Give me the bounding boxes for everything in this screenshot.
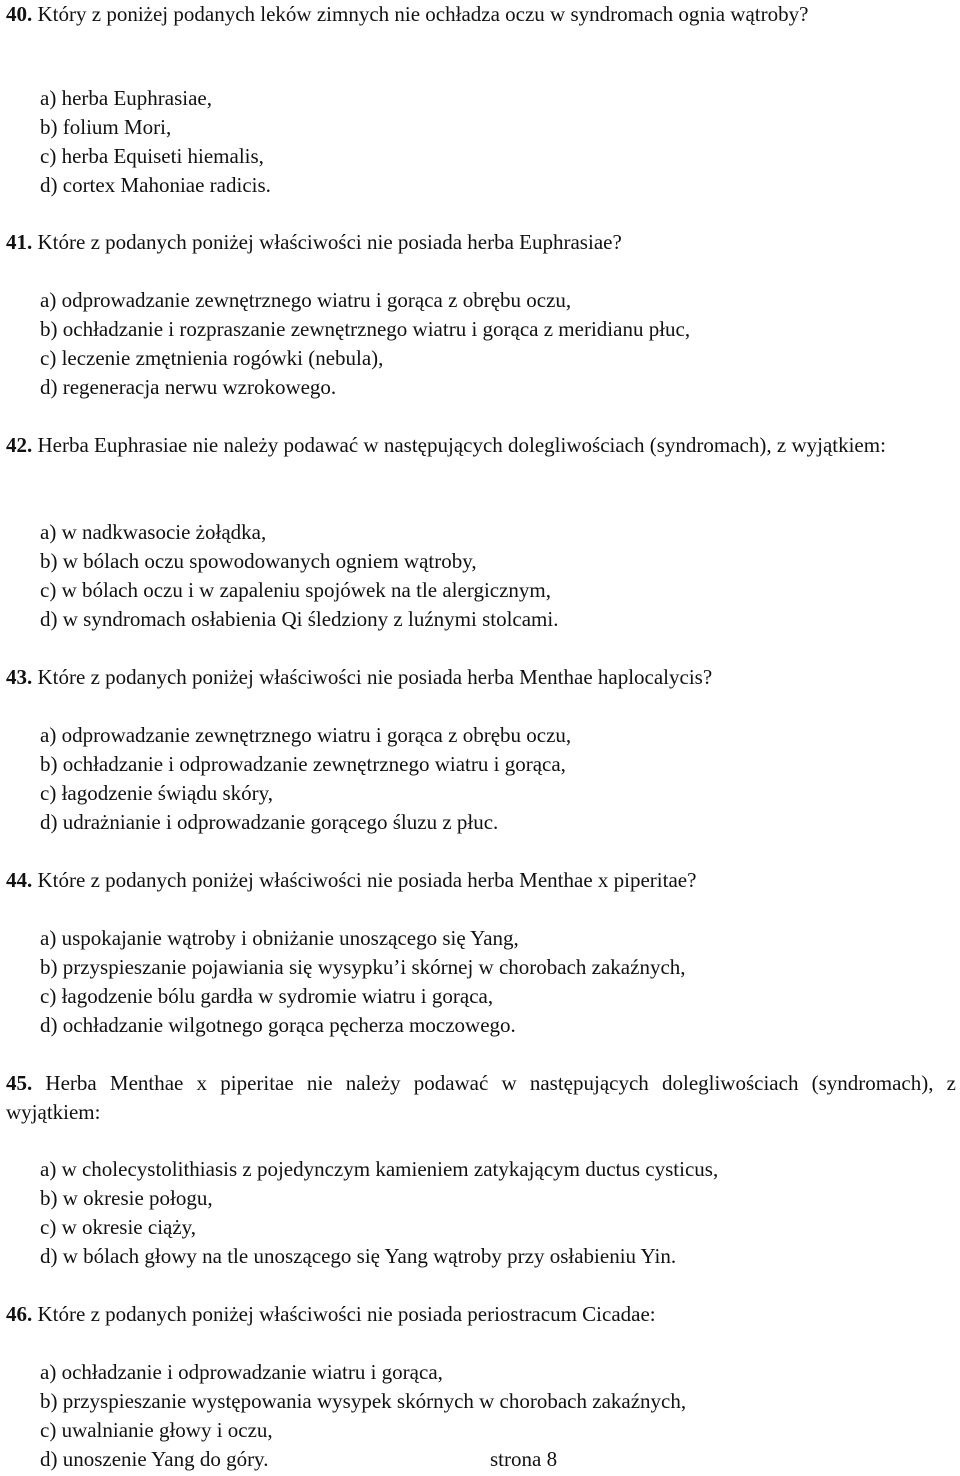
option-a: a) odprowadzanie zewnętrznego wiatru i gorąca z obrębu oczu, <box>40 723 572 747</box>
question-44 <box>6 866 956 895</box>
options-44 <box>40 924 950 1040</box>
option-b: b) ochładzanie i rozpraszanie zewnętrznego wiatru i gorąca z meridianu płuc, <box>40 317 691 341</box>
question-text: Które z podanych poniżej właściwości nie posiada herba Menthae haplocalycis? <box>32 665 713 689</box>
question-number: 41. <box>6 230 33 254</box>
question-text: Które z podanych poniżej właściwości nie posiada periostracum Cicadae: <box>32 1302 656 1326</box>
option-c: c) łagodzenie świądu skóry, <box>40 781 274 805</box>
option-a: a) w cholecystolithiasis z pojedynczym kamieniem zatykającym ductus cysticus, <box>40 1157 719 1181</box>
question-text: Herba Euphrasiae nie należy podawać w następujących dolegliwościach (syndromach), z wyjątkiem: <box>32 433 886 457</box>
option-d: d) regeneracja nerwu wzrokowego. <box>40 375 337 399</box>
page-number-footer: strona 8 <box>490 1447 558 1471</box>
option-c: c) w okresie ciąży, <box>40 1215 197 1239</box>
question-42 <box>6 431 956 460</box>
option-d: d) ochładzanie wilgotnego gorąca pęcherza moczowego. <box>40 1013 516 1037</box>
question-number: 46. <box>6 1302 33 1326</box>
options-45 <box>40 1155 950 1271</box>
question-40 <box>6 0 956 29</box>
option-c: c) uwalnianie głowy i oczu, <box>40 1418 273 1442</box>
question-number: 44. <box>6 868 33 892</box>
option-d: d) w syndromach osłabienia Qi śledziony z luźnymi stolcami. <box>40 607 559 631</box>
option-c: c) herba Equiseti hiemalis, <box>40 144 264 168</box>
options-41 <box>40 286 950 402</box>
option-b: b) w okresie połogu, <box>40 1186 213 1210</box>
option-c: c) leczenie zmętnienia rogówki (nebula), <box>40 346 384 370</box>
option-d: d) cortex Mahoniae radicis. <box>40 173 271 197</box>
question-number: 40. <box>6 2 33 26</box>
question-text: Który z poniżej podanych leków zimnych nie ochładza oczu w syndromach ognia wątroby? <box>32 2 809 26</box>
question-text: Które z podanych poniżej właściwości nie posiada herba Euphrasiae? <box>32 230 622 254</box>
option-a: a) herba Euphrasiae, <box>40 86 212 110</box>
option-a: a) odprowadzanie zewnętrznego wiatru i gorąca z obrębu oczu, <box>40 288 572 312</box>
question-45 <box>6 1069 956 1127</box>
option-a: a) uspokajanie wątroby i obniżanie unoszącego się Yang, <box>40 926 519 950</box>
option-a: a) w nadkwasocie żołądka, <box>40 520 267 544</box>
question-46 <box>6 1300 956 1329</box>
option-b: b) folium Mori, <box>40 115 172 139</box>
question-text: Które z podanych poniżej właściwości nie posiada herba Menthae x piperitae? <box>32 868 697 892</box>
question-text: Herba Menthae x piperitae nie należy podawać w następujących dolegliwościach (syndromach), z wyjątkiem: <box>6 1071 956 1124</box>
options-42 <box>40 518 950 634</box>
options-43 <box>40 721 950 837</box>
question-number: 43. <box>6 665 33 689</box>
question-43 <box>6 663 956 692</box>
option-b: b) ochładzanie i odprowadzanie zewnętrznego wiatru i gorąca, <box>40 752 566 776</box>
question-number: 45. <box>6 1071 33 1095</box>
option-b: b) przyspieszanie pojawiania się wysypku’i skórnej w chorobach zakaźnych, <box>40 955 686 979</box>
option-d: d) unoszenie Yang do góry. <box>40 1447 269 1471</box>
options-40 <box>40 84 950 200</box>
option-c: c) łagodzenie bólu gardła w sydromie wiatru i gorąca, <box>40 984 494 1008</box>
question-41 <box>6 228 956 257</box>
option-c: c) w bólach oczu i w zapaleniu spojówek na tle alergicznym, <box>40 578 552 602</box>
option-d: d) udrażnianie i odprowadzanie gorącego śluzu z płuc. <box>40 810 499 834</box>
option-b: b) przyspieszanie występowania wysypek skórnych w chorobach zakaźnych, <box>40 1389 687 1413</box>
option-a: a) ochładzanie i odprowadzanie wiatru i gorąca, <box>40 1360 443 1384</box>
option-d: d) w bólach głowy na tle unoszącego się Yang wątroby przy osłabieniu Yin. <box>40 1244 677 1268</box>
question-number: 42. <box>6 433 33 457</box>
option-b: b) w bólach oczu spowodowanych ogniem wątroby, <box>40 549 477 573</box>
